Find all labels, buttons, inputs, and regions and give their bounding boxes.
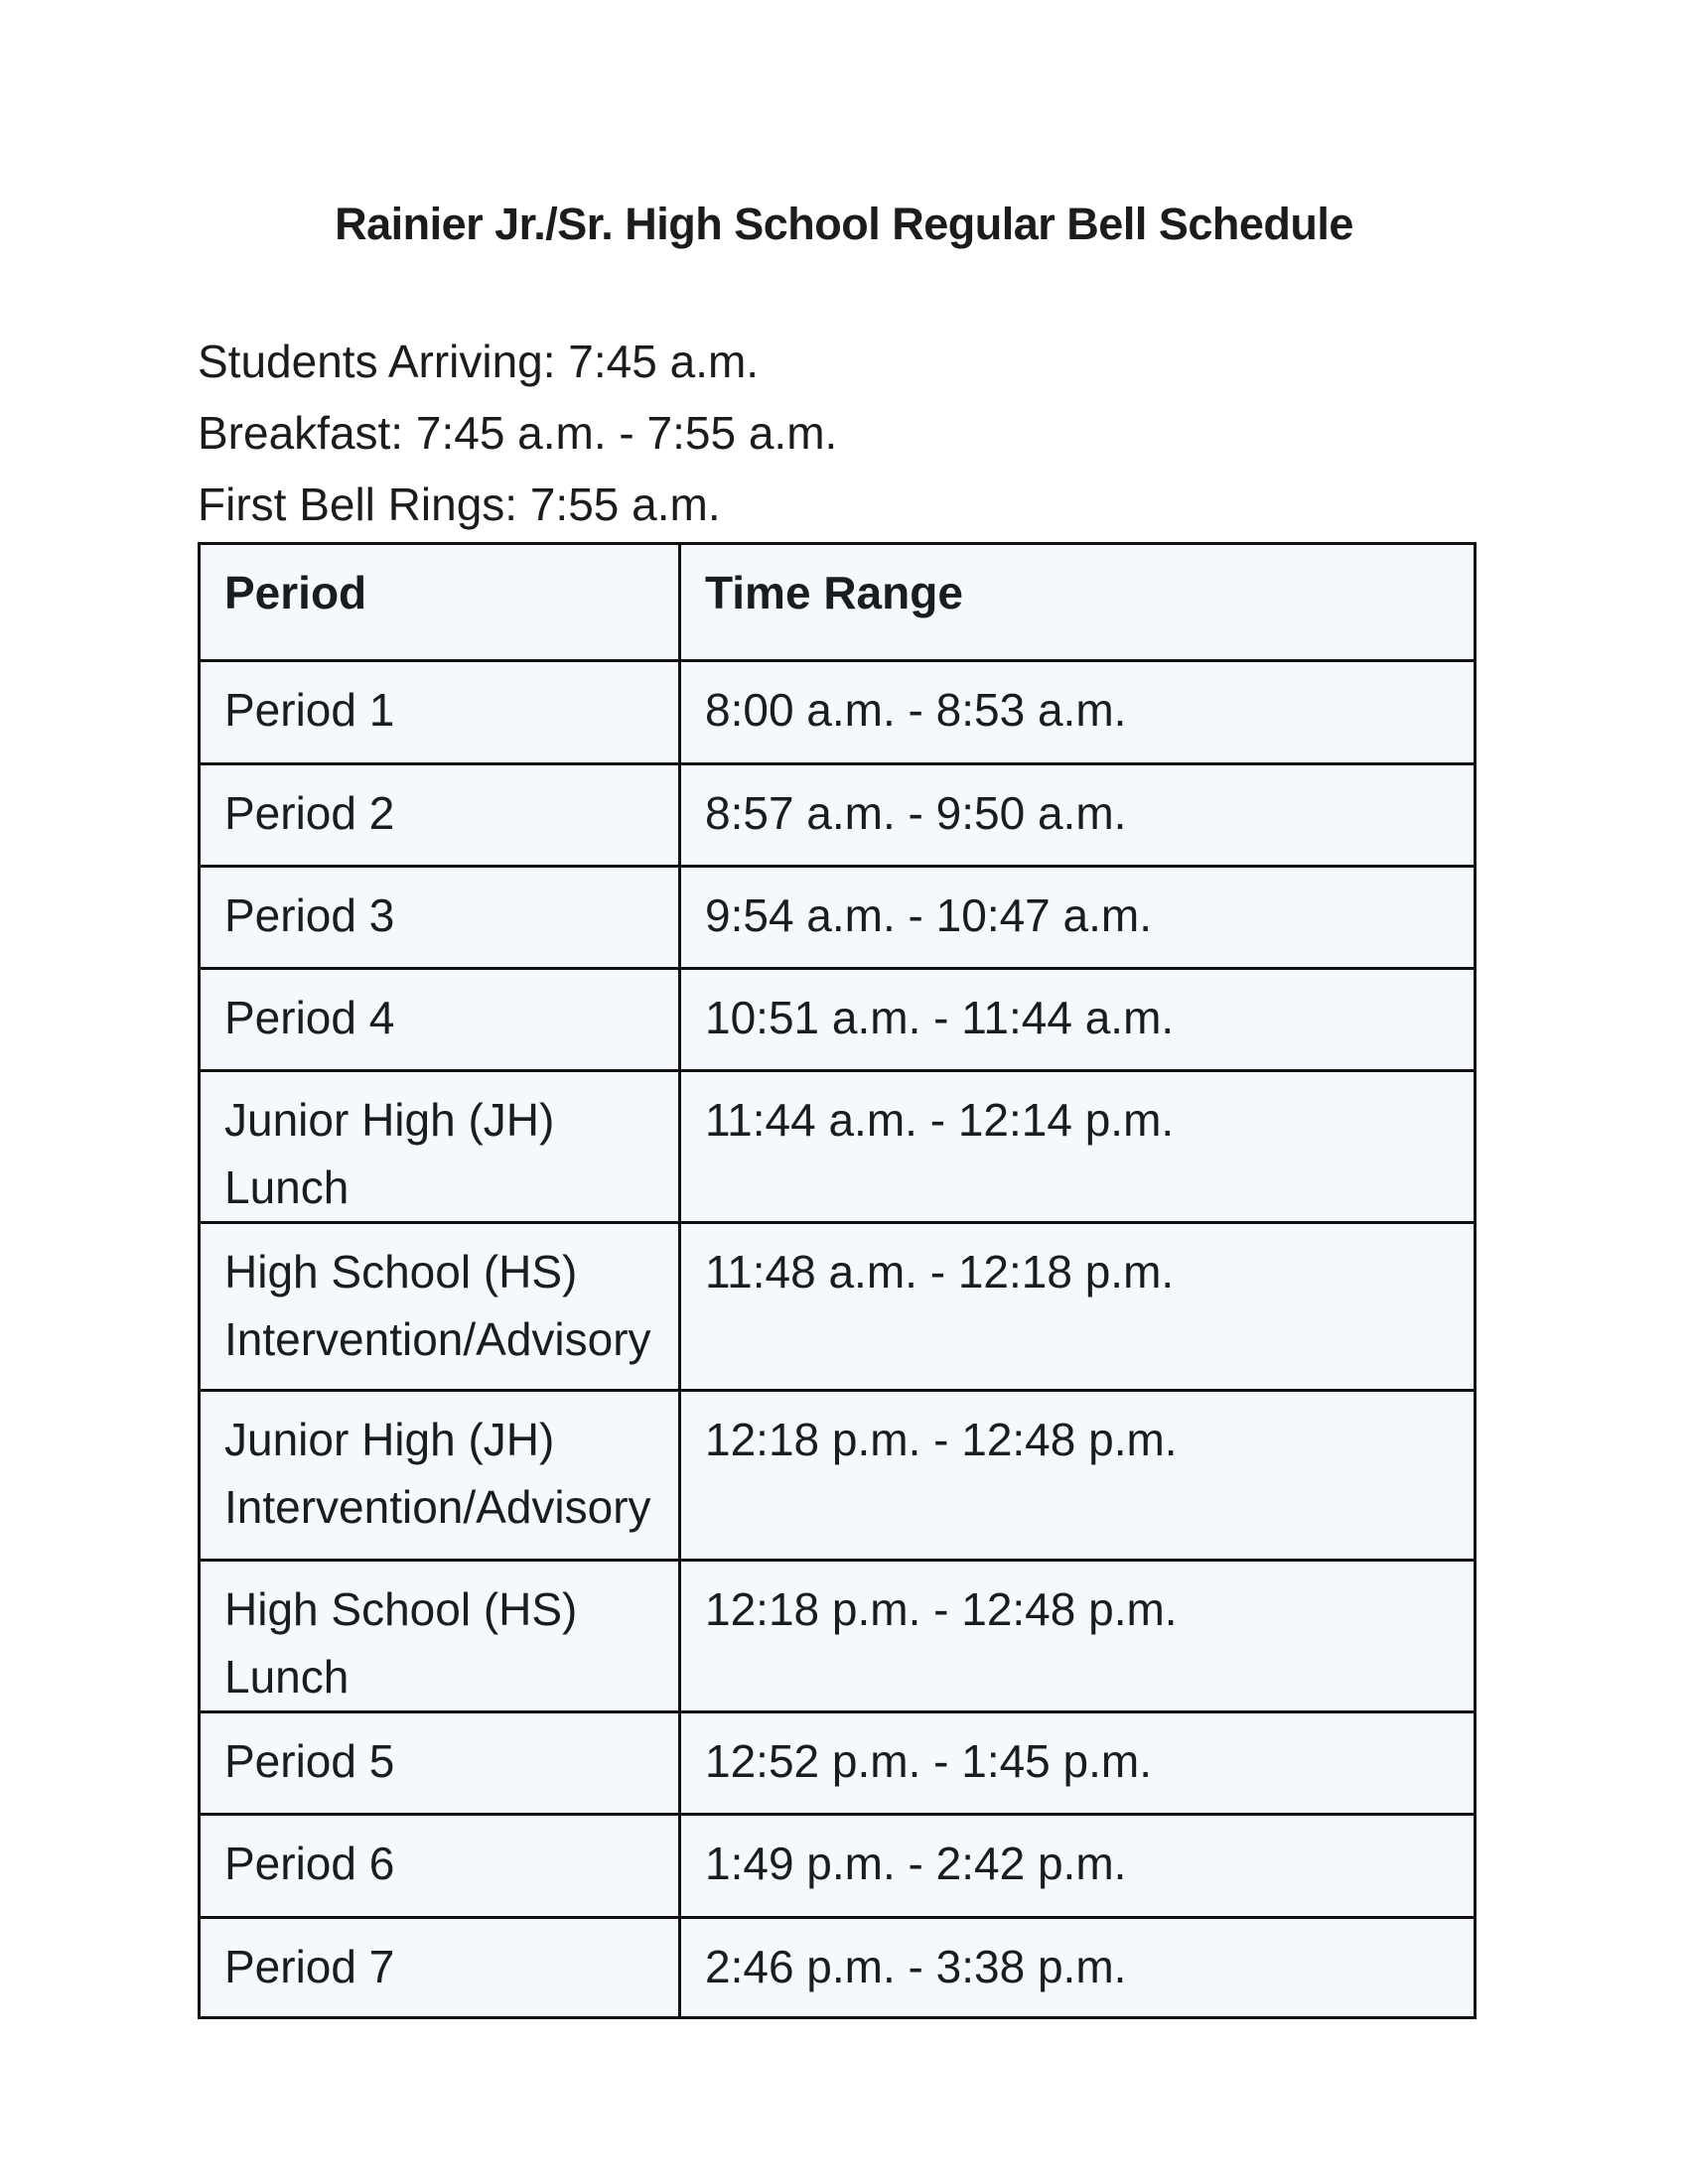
table-row <box>200 1223 1476 1391</box>
time-range-cell: 2:46 p.m. - 3:38 p.m. <box>680 1918 1476 2018</box>
table-row <box>200 969 1476 1071</box>
arrival-time: Students Arriving: 7:45 a.m. <box>198 336 760 387</box>
header-time-range: Time Range <box>680 544 1476 661</box>
table-row <box>200 1391 1476 1561</box>
table-row <box>200 1071 1476 1223</box>
bell-schedule-table <box>198 542 1477 2019</box>
time-range-cell: 12:18 p.m. - 12:48 p.m. <box>680 1391 1476 1561</box>
table-row <box>200 764 1476 867</box>
table-row <box>200 1918 1476 2018</box>
time-range-cell: 10:51 a.m. - 11:44 a.m. <box>680 969 1476 1071</box>
table-row <box>200 1561 1476 1712</box>
time-range-cell: 1:49 p.m. - 2:42 p.m. <box>680 1815 1476 1918</box>
period-cell: Junior High (JH) Lunch <box>200 1071 680 1223</box>
table-row <box>200 661 1476 764</box>
time-range-cell: 11:48 a.m. - 12:18 p.m. <box>680 1223 1476 1391</box>
time-range-cell: 8:57 a.m. - 9:50 a.m. <box>680 764 1476 867</box>
period-cell: Period 5 <box>200 1712 680 1815</box>
time-range-cell: 11:44 a.m. - 12:14 p.m. <box>680 1071 1476 1223</box>
time-range-cell: 12:52 p.m. - 1:45 p.m. <box>680 1712 1476 1815</box>
table-row <box>200 1815 1476 1918</box>
table-row <box>200 867 1476 969</box>
intro-block <box>198 326 837 540</box>
period-cell: High School (HS) Lunch <box>200 1561 680 1712</box>
period-cell: High School (HS) Intervention/Advisory <box>200 1223 680 1391</box>
table-row <box>200 1712 1476 1815</box>
period-cell: Period 3 <box>200 867 680 969</box>
first-bell-time: First Bell Rings: 7:55 a.m. <box>198 478 721 530</box>
table-header-row <box>200 544 1476 661</box>
time-range-cell: 8:00 a.m. - 8:53 a.m. <box>680 661 1476 764</box>
time-range-cell: 9:54 a.m. - 10:47 a.m. <box>680 867 1476 969</box>
period-cell: Period 4 <box>200 969 680 1071</box>
time-range-cell: 12:18 p.m. - 12:48 p.m. <box>680 1561 1476 1712</box>
period-cell: Period 7 <box>200 1918 680 2018</box>
breakfast-time: Breakfast: 7:45 a.m. - 7:55 a.m. <box>198 407 838 459</box>
header-period: Period <box>200 544 680 661</box>
page-title: Rainier Jr./Sr. High School Regular Bell Schedule <box>335 199 1353 249</box>
period-cell: Period 2 <box>200 764 680 867</box>
period-cell: Period 1 <box>200 661 680 764</box>
period-cell: Period 6 <box>200 1815 680 1918</box>
period-cell: Junior High (JH) Intervention/Advisory <box>200 1391 680 1561</box>
